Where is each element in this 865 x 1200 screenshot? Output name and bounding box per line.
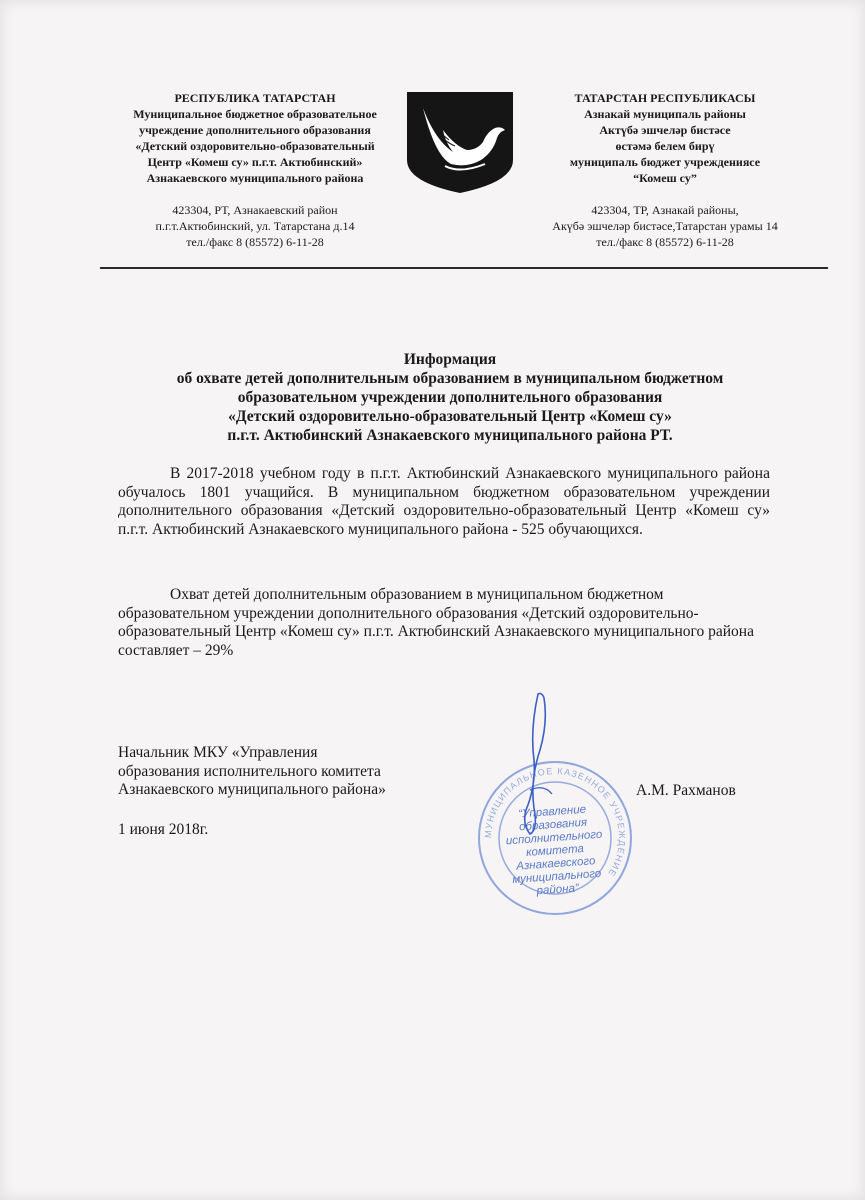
header-left-org-line: Муниципальное бюджетное образовательное	[133, 107, 377, 121]
stamp-line: муниципального	[511, 867, 602, 887]
header-right-address: 423304, ТР, Азнакай районы,	[591, 203, 739, 217]
header-left-org-line: Центр «Комеш су» п.г.т. Актюбинский»	[147, 155, 363, 169]
header-left-org-line: «Детский оздоровительно-образовательный	[135, 139, 375, 153]
header-right-org-line: муниципаль бюджет учреждениясе	[569, 155, 761, 169]
title-line: «Детский оздоровительно-образовательный Центр «Комеш су»	[228, 408, 672, 425]
stamp-line: комитета	[525, 842, 585, 860]
header-right-republic: ТАТАРСТАН РЕСПУБЛИКАСЫ	[574, 91, 756, 105]
header-right-address: Акүбә эшчеләр бистәсе,Татарстан урамы 14	[552, 219, 778, 233]
title-line: об охвате детей дополнительным образованием в муниципальном бюджетном	[176, 370, 724, 387]
signatory-name: А.М. Рахманов	[636, 782, 736, 799]
title-line: образовательном учреждении дополнительного образования	[237, 389, 663, 406]
header-right-org-line: Актүбә эшчеләр бистәсе	[599, 123, 731, 137]
header-right-org-line: Азнакай муниципаль районы	[584, 107, 746, 121]
document-title	[100, 350, 800, 445]
position-line: Начальник МКУ «Управления	[118, 744, 318, 761]
body-paragraph-1: В 2017-2018 учебном году в п.г.т. Актюбинский Азнакаевского муниципального района обучалось 1801 учащийся. В муниципальном бюджетном образовательном учреждении дополнительного образования «Детский оздоровительно-образовательный Центр «Комеш су» п.г.т. Актюбинский Азнакаевского муниципального района - 525 обучающихся.	[118, 465, 770, 538]
header-right-phone: тел./факс 8 (85572) 6-11-28	[596, 235, 734, 249]
handwritten-signature-icon	[500, 690, 570, 840]
position-line: образования исполнительного комитета	[118, 762, 381, 780]
stamp-line: Азнакаевского	[515, 855, 596, 873]
header-left-org-line: Азнакаевского муниципального района	[146, 171, 364, 185]
position-line: Азнакаевского муниципального района»	[118, 781, 386, 798]
header-right-org-line: “Комеш су”	[633, 171, 697, 185]
title-heading: Информация	[403, 351, 497, 368]
header-right-org-line: өстәмә белем бирү	[615, 139, 715, 153]
signatory-position	[118, 744, 448, 800]
stamp-line: района”	[536, 882, 580, 898]
header-left-org-line: учреждение дополнительного образования	[139, 123, 371, 137]
header-left-republic: РЕСПУБЛИКА ТАТАРСТАН	[174, 91, 336, 105]
header-left	[110, 90, 400, 250]
stamp-line: исполнительного	[505, 828, 603, 848]
title-line: п.г.т. Актюбинский Азнакаевского муниципального района РТ.	[227, 427, 673, 444]
document-date: 1 июня 2018г.	[118, 821, 209, 838]
header-right	[520, 90, 810, 250]
stamp-line: образования	[518, 816, 588, 834]
swan-emblem-icon	[405, 90, 515, 195]
stamp-line: “Управление	[518, 803, 587, 821]
header-left-address: п.г.т.Актюбинский, ул. Татарстана д.14	[155, 219, 355, 233]
stamp-ring-text: МУНИЦИПАЛЬНОЕ КАЗЕННОЕ УЧРЕЖДЕНИЕ	[482, 765, 628, 879]
body-paragraph-2: Охват детей дополнительным образованием в муниципальном бюджетном образовательном учреждении дополнительного образования «Детский оздоровительно-образовательный Центр «Комеш су» п.г.т. Актюбинский Азнакаевского муниципального района составляет – 29%	[118, 586, 754, 659]
header-left-address: 423304, РТ, Азнакаевский район	[172, 203, 338, 217]
header-divider	[100, 267, 828, 269]
header-left-phone: тел./факс 8 (85572) 6-11-28	[186, 235, 324, 249]
